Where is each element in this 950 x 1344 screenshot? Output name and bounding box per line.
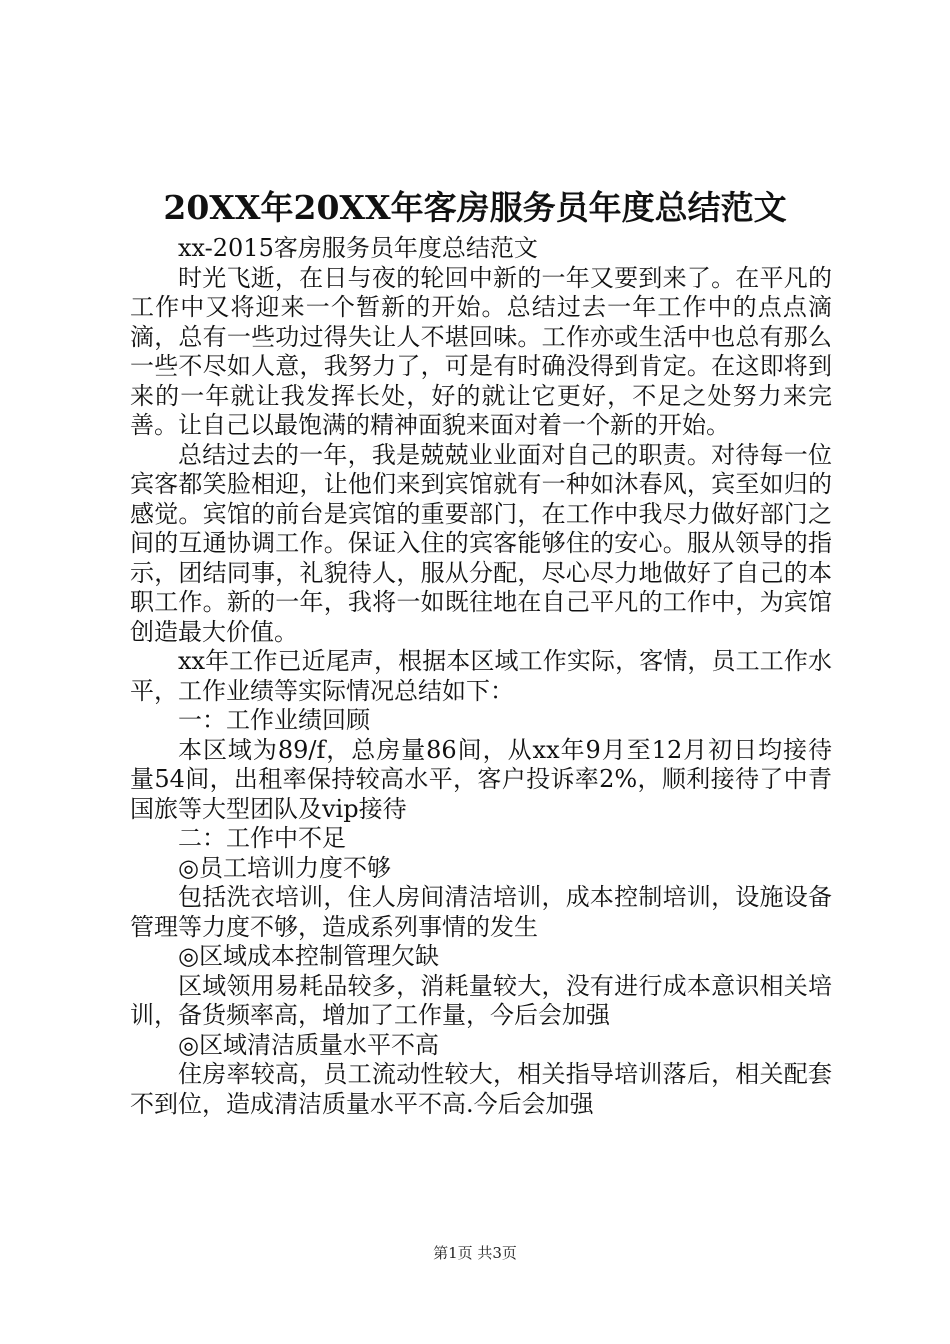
paragraph-cost-control: 区域领用易耗品较多，消耗量较大，没有进行成本意识相关培训，备货频率高，增加了工作量，今后会加强 bbox=[130, 971, 832, 1029]
bullet-training: ◎员工培训力度不够 bbox=[178, 853, 391, 882]
page-footer: 第1页 共3页 bbox=[433, 1244, 517, 1262]
paragraph-performance: 本区域为89/f，总房量86间，从xx年9月至12月初日均接待量54间，出租率保持较高水平，客户投诉率2%，顺利接待了中青国旅等大型团队及vip接待 bbox=[130, 735, 832, 823]
bullet-cost-control: ◎区域成本控制管理欠缺 bbox=[178, 942, 439, 970]
paragraph-cleaning-quality: 住房率较高，员工流动性较大，相关指导培训落后，相关配套不到位，造成清洁质量水平不高.今后会加强 bbox=[130, 1060, 832, 1118]
bullet-cleaning-quality: ◎区域清洁质量水平不高 bbox=[178, 1030, 439, 1059]
section-heading-performance: 一：工作业绩回顾 bbox=[178, 706, 370, 734]
paragraph-intro: 时光飞逝，在日与夜的轮回中新的一年又要到来了。在平凡的工作中又将迎来一个暂新的开始。总结过去一年工作中的点点滴滴，总有一些功过得失让人不堪回味。工作亦或生活中也总有那么一些不尽如人意，我努力了，可是有时确没得到肯定。在这即将到来的一年就让我发挥长处，好的就让它更好，不足之处努力来完善。让自己以最饱满的精神面貌来面对着一个新的开始。 bbox=[130, 263, 832, 439]
document-body bbox=[130, 234, 832, 1119]
section-heading-shortcomings: 二：工作中不足 bbox=[178, 824, 346, 852]
paragraph-overview: xx年工作已近尾声，根据本区域工作实际，客情，员工工作水平，工作业绩等实际情况总结如下： bbox=[130, 647, 832, 705]
subtitle-line: xx-2015客房服务员年度总结范文 bbox=[178, 234, 538, 262]
paragraph-summary: 总结过去的一年，我是兢兢业业面对自己的职责。对待每一位宾客都笑脸相迎，让他们来到宾馆就有一种如沐春风，宾至如归的感觉。宾馆的前台是宾馆的重要部门，在工作中我尽力做好部门之间的互通协调工作。保证入住的宾客能够住的安心。服从领导的指示，团结同事，礼貌待人，服从分配，尽心尽力地做好了自己的本职工作。新的一年，我将一如既往地在自己平凡的工作中，为宾馆创造最大价值。 bbox=[130, 440, 832, 646]
document-title: 20XX年20XX年客房服务员年度总结范文 bbox=[163, 188, 787, 227]
paragraph-training: 包括洗衣培训，住人房间清洁培训，成本控制培训，设施设备管理等力度不够，造成系列事情的发生 bbox=[130, 883, 832, 941]
